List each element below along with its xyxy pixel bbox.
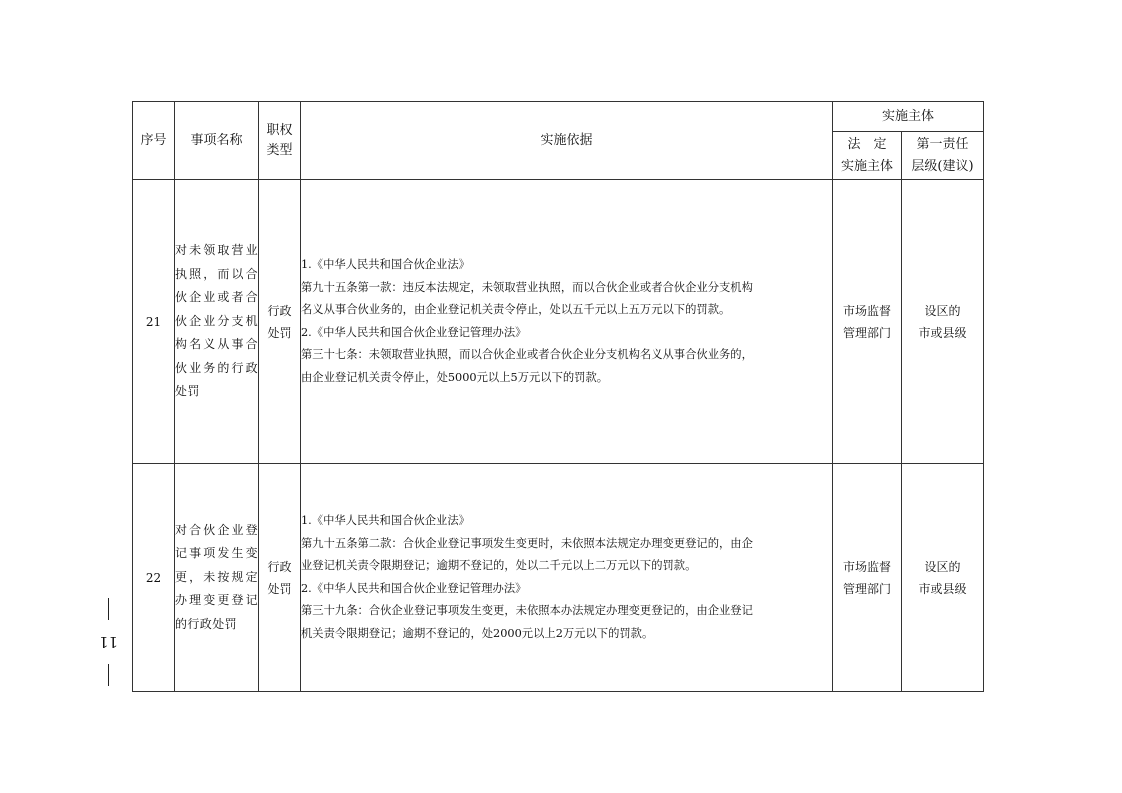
basis-line: 2.《中华人民共和国合伙企业登记管理办法》 (301, 325, 527, 339)
header-basis: 实施依据 (301, 102, 833, 180)
row-legal-subject: 市场监督 管理部门 (833, 464, 902, 692)
basis-line: 第九十五条第二款：合伙企业登记事项发生变更时，未依照本法规定办理变更登记的，由企 (301, 536, 753, 550)
table-row (133, 464, 984, 692)
row-legal-subject: 市场监督 管理部门 (833, 180, 902, 464)
header-name: 事项名称 (175, 102, 259, 180)
basis-line: 1.《中华人民共和国合伙企业法》 (301, 514, 470, 527)
header-type: 职权 类型 (259, 102, 301, 180)
row-seq: 21 (133, 180, 175, 464)
basis-line: 业登记机关责令限期登记；逾期不登记的，处以二千元以上二万元以下的罚款。 (301, 559, 697, 572)
page-number-text: 11 (98, 633, 118, 652)
row-type: 行政 处罚 (259, 180, 301, 464)
basis-line: 第九十五条第一款：违反本法规定，未领取营业执照，而以合伙企业或者合伙企业分支机构 (301, 280, 753, 294)
row-basis (301, 464, 833, 692)
basis-line: 第三十九条：合伙企业登记事项发生变更，未依照本办法规定办理变更登记的，由企业登记 (301, 604, 753, 617)
row-first-responsibility: 设区的 市或县级 (902, 464, 984, 692)
enforcement-table (132, 101, 984, 692)
table-row (133, 180, 984, 464)
header-first-responsibility: 第一责任 层级(建议) (902, 132, 984, 180)
row-name: 对合伙企业登记事项发生变更，未按规定办理变更登记的行政处罚 (175, 464, 259, 692)
row-type: 行政 处罚 (259, 464, 301, 692)
row-basis (301, 180, 833, 464)
row-seq: 22 (133, 464, 175, 692)
page-number-dash-top (108, 598, 109, 620)
header-subject: 实施主体 (833, 102, 984, 132)
basis-line: 机关责令限期登记；逾期不登记的，处2000元以上2万元以下的罚款。 (301, 626, 654, 640)
basis-line: 2.《中华人民共和国合伙企业登记管理办法》 (301, 581, 527, 595)
row-first-responsibility: 设区的 市或县级 (902, 180, 984, 464)
basis-line: 1.《中华人民共和国合伙企业法》 (301, 258, 470, 271)
basis-line: 第三十七条：未领取营业执照，而以合伙企业或者合伙企业分支机构名义从事合伙业务的， (301, 348, 753, 361)
page-number-dash-bottom (108, 664, 109, 686)
header-seq: 序号 (133, 102, 175, 180)
row-name: 对未领取营业执照，而以合伙企业或者合伙企业分支机构名义从事合伙业务的行政处罚 (175, 180, 259, 464)
basis-line: 由企业登记机关责令停止，处5000元以上5万元以下的罚款。 (301, 370, 609, 384)
header-legal-subject: 法 定 实施主体 (833, 132, 902, 180)
basis-line: 名义从事合伙业务的，由企业登记机关责令停止，处以五千元以上五万元以下的罚款。 (301, 303, 731, 316)
page-number (96, 598, 120, 686)
